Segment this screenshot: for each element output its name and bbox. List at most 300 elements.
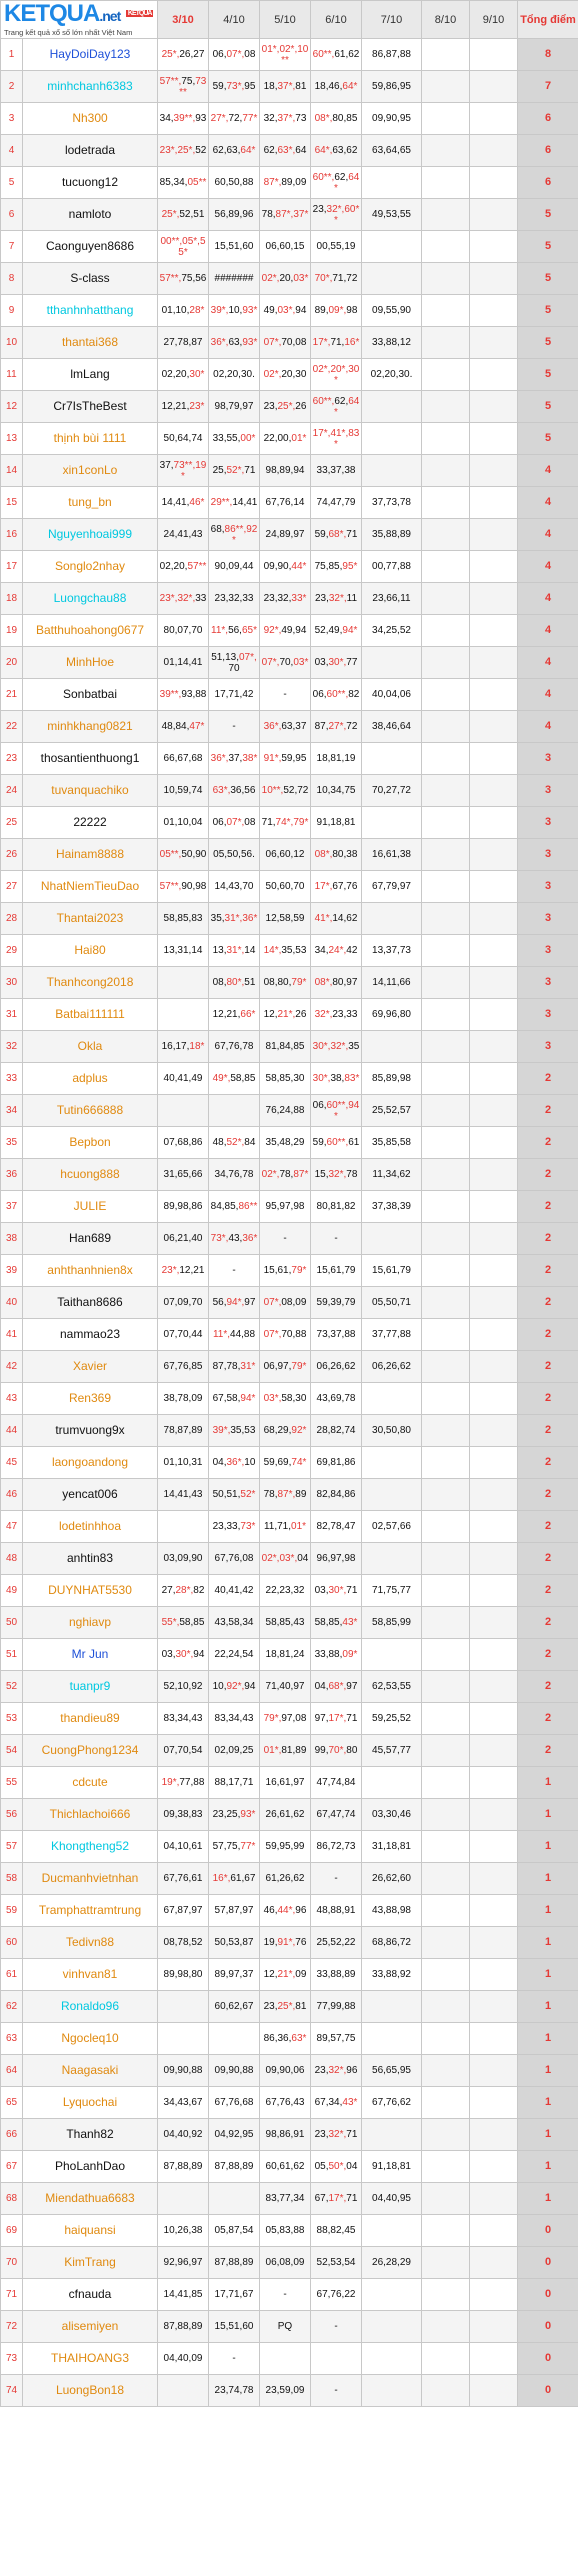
player-name-link[interactable]: anhtin83 [23, 1543, 158, 1575]
prediction-cell: 98,79,97 [209, 391, 260, 423]
player-name-link[interactable]: Taithan8686 [23, 1287, 158, 1319]
prediction-cell: 60**,61,62 [311, 39, 362, 71]
table-row [1, 1959, 578, 1991]
prediction-cell: 35,85,58 [362, 1127, 422, 1159]
player-name-link[interactable]: tthanhnhatthang [23, 295, 158, 327]
prediction-cell: 34,43,67 [158, 2087, 209, 2119]
prediction-cell [470, 1223, 518, 1255]
prediction-cell [470, 2087, 518, 2119]
player-name-link[interactable]: Ren369 [23, 1383, 158, 1415]
player-name-link[interactable]: NhatNiemTieuDao [23, 871, 158, 903]
prediction-cell: 77,99,88 [311, 1991, 362, 2023]
player-name-link[interactable]: Tedivn88 [23, 1927, 158, 1959]
total-score: 2 [518, 1223, 578, 1255]
prediction-cell: 34,24*,42 [311, 935, 362, 967]
prediction-cell: 01,10,04 [158, 807, 209, 839]
total-score: 3 [518, 743, 578, 775]
player-name-link[interactable]: Tutin666888 [23, 1095, 158, 1127]
total-score: 2 [518, 1415, 578, 1447]
total-score: 2 [518, 1703, 578, 1735]
player-name-link[interactable]: Cr7IsTheBest [23, 391, 158, 423]
prediction-cell: 56,65,95 [362, 2055, 422, 2087]
player-name-link[interactable]: minhkhang0821 [23, 711, 158, 743]
prediction-cell: - [209, 1255, 260, 1287]
table-header-row [1, 1, 578, 39]
player-name-link[interactable]: Mr Jun [23, 1639, 158, 1671]
player-name-link[interactable]: trumvuong9x [23, 1415, 158, 1447]
total-score: 5 [518, 391, 578, 423]
prediction-cell: 02*,20,30 [260, 359, 311, 391]
table-row [1, 1863, 578, 1895]
player-name-link[interactable]: cfnauda [23, 2279, 158, 2311]
prediction-cell [362, 1223, 422, 1255]
player-name-link[interactable]: hcuong888 [23, 1159, 158, 1191]
prediction-cell: 75,85,95* [311, 551, 362, 583]
prediction-cell: 02*,03*,04 [260, 1543, 311, 1575]
row-rank: 61 [1, 1959, 23, 1991]
prediction-cell: 01,14,41 [158, 647, 209, 679]
prediction-cell [362, 2279, 422, 2311]
prediction-cell [422, 231, 470, 263]
prediction-cell [470, 743, 518, 775]
row-rank: 27 [1, 871, 23, 903]
prediction-cell [470, 455, 518, 487]
player-name-link[interactable]: CuongPhong1234 [23, 1735, 158, 1767]
prediction-cell [422, 519, 470, 551]
col-header-date: 7/10 [362, 1, 422, 39]
total-score: 3 [518, 839, 578, 871]
prediction-cell [422, 1863, 470, 1895]
prediction-cell [422, 1703, 470, 1735]
player-name-link[interactable]: KimTrang [23, 2247, 158, 2279]
total-score: 4 [518, 647, 578, 679]
total-score: 2 [518, 1255, 578, 1287]
prediction-cell [470, 871, 518, 903]
player-name-link[interactable]: tuvanquachiko [23, 775, 158, 807]
prediction-cell: 33,88,12 [362, 327, 422, 359]
prediction-cell: 04,40,92 [158, 2119, 209, 2151]
prediction-cell: 06,26,62 [311, 1351, 362, 1383]
prediction-cell: - [260, 2279, 311, 2311]
player-name-link[interactable]: Nguyenhoai999 [23, 519, 158, 551]
player-name-link[interactable]: Hainam8888 [23, 839, 158, 871]
prediction-cell: 28,82,74 [311, 1415, 362, 1447]
player-name-link[interactable]: Batbai111111 [23, 999, 158, 1031]
row-rank: 6 [1, 199, 23, 231]
prediction-cell: 87,27*,72 [311, 711, 362, 743]
row-rank: 56 [1, 1799, 23, 1831]
player-name-link[interactable]: vinhvan81 [23, 1959, 158, 1991]
prediction-cell: 79*,97,08 [260, 1703, 311, 1735]
player-name-link[interactable]: nghiavp [23, 1607, 158, 1639]
row-rank: 29 [1, 935, 23, 967]
row-rank: 58 [1, 1863, 23, 1895]
prediction-cell: 60,61,62 [260, 2151, 311, 2183]
table-row [1, 1543, 578, 1575]
row-rank: 36 [1, 1159, 23, 1191]
player-name-link[interactable]: JULIE [23, 1191, 158, 1223]
player-name-link[interactable]: PhoLanhDao [23, 2151, 158, 2183]
table-row [1, 295, 578, 327]
player-name-link[interactable]: tucuong12 [23, 167, 158, 199]
prediction-cell: 60**,62,64* [311, 167, 362, 199]
prediction-cell: 82,84,86 [311, 1479, 362, 1511]
prediction-cell: 35,48,29 [260, 1127, 311, 1159]
table-row [1, 231, 578, 263]
prediction-cell: 67,76,14 [260, 487, 311, 519]
prediction-cell [422, 1543, 470, 1575]
player-name-link[interactable]: DUYNHAT5530 [23, 1575, 158, 1607]
table-row [1, 1767, 578, 1799]
prediction-cell [311, 2343, 362, 2375]
prediction-cell: 15,61,79 [311, 1255, 362, 1287]
prediction-cell: 05**,50,90 [158, 839, 209, 871]
row-rank: 55 [1, 1767, 23, 1799]
row-rank: 11 [1, 359, 23, 391]
player-name-link[interactable]: thịnh bùi 1111 [23, 423, 158, 455]
prediction-cell: 12,21,66* [209, 999, 260, 1031]
player-name-link[interactable]: 22222 [23, 807, 158, 839]
prediction-cell [470, 167, 518, 199]
prediction-cell: 02,09,25 [209, 1735, 260, 1767]
row-rank: 70 [1, 2247, 23, 2279]
prediction-cell: 23*,32*,33 [158, 583, 209, 615]
prediction-cell: 58,85,43* [311, 1607, 362, 1639]
prediction-cell: 34,25,52 [362, 615, 422, 647]
table-row [1, 871, 578, 903]
player-name-link[interactable]: Thantai2023 [23, 903, 158, 935]
prediction-cell: 83,34,43 [158, 1703, 209, 1735]
row-rank: 7 [1, 231, 23, 263]
prediction-cell [422, 39, 470, 71]
prediction-cell: 67,76,68 [209, 2087, 260, 2119]
player-name-link[interactable]: cdcute [23, 1767, 158, 1799]
table-row [1, 711, 578, 743]
row-rank: 73 [1, 2343, 23, 2375]
prediction-cell: 27,78,87 [158, 327, 209, 359]
player-name-link[interactable]: namloto [23, 199, 158, 231]
prediction-cell [422, 1735, 470, 1767]
prediction-cell: 87,88,89 [209, 2151, 260, 2183]
row-rank: 42 [1, 1351, 23, 1383]
prediction-cell: 14,41,43 [158, 1479, 209, 1511]
table-row [1, 1703, 578, 1735]
player-name-link[interactable]: LuongBon18 [23, 2375, 158, 2407]
prediction-cell [470, 967, 518, 999]
player-name-link[interactable]: THAIHOANG3 [23, 2343, 158, 2375]
player-name-link[interactable]: Han689 [23, 1223, 158, 1255]
player-name-link[interactable]: lmLang [23, 359, 158, 391]
prediction-cell: 02*,20,03* [260, 263, 311, 295]
player-name-link[interactable]: lodetinhhoa [23, 1511, 158, 1543]
table-row [1, 2183, 578, 2215]
prediction-cell: 89,97,37 [209, 1959, 260, 1991]
prediction-cell [362, 455, 422, 487]
prediction-cell: 18,46,64* [311, 71, 362, 103]
player-name-link[interactable]: Thanhcong2018 [23, 967, 158, 999]
row-rank: 34 [1, 1095, 23, 1127]
table-row [1, 935, 578, 967]
row-rank: 17 [1, 551, 23, 583]
prediction-cell [470, 1927, 518, 1959]
prediction-cell [422, 327, 470, 359]
prediction-cell: 59,60**,61 [311, 1127, 362, 1159]
player-name-link[interactable]: yencat006 [23, 1479, 158, 1511]
prediction-cell: 00,55,19 [311, 231, 362, 263]
player-name-link[interactable]: Caonguyen8686 [23, 231, 158, 263]
total-score: 4 [518, 487, 578, 519]
prediction-cell: 09,90,88 [158, 2055, 209, 2087]
prediction-cell: 58,85,99 [362, 1607, 422, 1639]
player-name-link[interactable]: Ronaldo96 [23, 1991, 158, 2023]
row-rank: 5 [1, 167, 23, 199]
player-name-link[interactable]: anhthanhnien8x [23, 1255, 158, 1287]
prediction-cell: 03,30,46 [362, 1799, 422, 1831]
total-score: 2 [518, 1511, 578, 1543]
player-name-link[interactable]: tuanpr9 [23, 1671, 158, 1703]
player-name-link[interactable]: lodetrada [23, 135, 158, 167]
player-name-link[interactable]: Sonbatbai [23, 679, 158, 711]
row-rank: 59 [1, 1895, 23, 1927]
prediction-cell [422, 167, 470, 199]
table-row [1, 615, 578, 647]
player-name-link[interactable]: S-class [23, 263, 158, 295]
player-name-link[interactable]: Batthuhoahong0677 [23, 615, 158, 647]
player-name-link[interactable]: laongoandong [23, 1447, 158, 1479]
player-name-link[interactable]: nammao23 [23, 1319, 158, 1351]
prediction-cell: 02,20,30. [209, 359, 260, 391]
player-name-link[interactable]: Miendathua6683 [23, 2183, 158, 2215]
prediction-cell: 67,76,43 [260, 2087, 311, 2119]
row-rank: 39 [1, 1255, 23, 1287]
prediction-cell [470, 1287, 518, 1319]
total-score: 1 [518, 2151, 578, 2183]
player-name-link[interactable]: minhchanh6383 [23, 71, 158, 103]
player-name-link[interactable]: Khongtheng52 [23, 1831, 158, 1863]
prediction-cell [470, 2023, 518, 2055]
player-name-link[interactable]: HayDoiDay123 [23, 39, 158, 71]
table-row [1, 1447, 578, 1479]
prediction-cell [470, 2247, 518, 2279]
total-score: 3 [518, 1031, 578, 1063]
prediction-cell: 15,51,60 [209, 2311, 260, 2343]
table-row [1, 967, 578, 999]
prediction-cell: 23*,25*,52 [158, 135, 209, 167]
total-score: 3 [518, 775, 578, 807]
prediction-cell: 14,41,46* [158, 487, 209, 519]
table-row [1, 1607, 578, 1639]
site-logo[interactable] [1, 1, 158, 39]
prediction-cell: 00,77,88 [362, 551, 422, 583]
row-rank: 25 [1, 807, 23, 839]
prediction-cell: 90,09,44 [209, 551, 260, 583]
prediction-cell: 71,74*,79* [260, 807, 311, 839]
prediction-cell: 67,87,97 [158, 1895, 209, 1927]
prediction-cell: 57,87,97 [209, 1895, 260, 1927]
prediction-cell: 36*,63,37 [260, 711, 311, 743]
prediction-cell: 73*,43,36* [209, 1223, 260, 1255]
player-name-link[interactable]: Naagasaki [23, 2055, 158, 2087]
total-score: 1 [518, 2183, 578, 2215]
prediction-cell [362, 1031, 422, 1063]
prediction-cell: 13,31,14 [158, 935, 209, 967]
prediction-cell [470, 1383, 518, 1415]
player-name-link[interactable]: Nh300 [23, 103, 158, 135]
prediction-cell [470, 2055, 518, 2087]
player-name-link[interactable]: xin1conLo [23, 455, 158, 487]
prediction-cell [470, 71, 518, 103]
player-name-link[interactable]: Lyquochai [23, 2087, 158, 2119]
table-row [1, 583, 578, 615]
prediction-cell: 30*,32*,35 [311, 1031, 362, 1063]
prediction-cell [422, 1831, 470, 1863]
table-row [1, 2247, 578, 2279]
prediction-cell: 12,21*,26 [260, 999, 311, 1031]
player-name-link[interactable]: Songlo2nhay [23, 551, 158, 583]
player-name-link[interactable]: haiquansi [23, 2215, 158, 2247]
prediction-cell: 23,66,11 [362, 583, 422, 615]
prediction-cell: 15,32*,78 [311, 1159, 362, 1191]
table-row [1, 1095, 578, 1127]
total-score: 1 [518, 1863, 578, 1895]
total-score: 1 [518, 2087, 578, 2119]
prediction-cell [422, 583, 470, 615]
total-score: 4 [518, 583, 578, 615]
prediction-cell: 59,73*,95 [209, 71, 260, 103]
table-row [1, 199, 578, 231]
prediction-cell: 33,37,38 [311, 455, 362, 487]
table-row [1, 679, 578, 711]
player-name-link[interactable]: Luongchau88 [23, 583, 158, 615]
prediction-cell [422, 2247, 470, 2279]
prediction-cell [260, 2343, 311, 2375]
player-name-link[interactable]: Xavier [23, 1351, 158, 1383]
prediction-cell [470, 1991, 518, 2023]
player-name-link[interactable]: thantai368 [23, 327, 158, 359]
prediction-cell [422, 1447, 470, 1479]
player-name-link[interactable]: thandieu89 [23, 1703, 158, 1735]
prediction-cell: 48,84,47* [158, 711, 209, 743]
prediction-cell [422, 1031, 470, 1063]
row-rank: 74 [1, 2375, 23, 2407]
player-name-link[interactable]: Thichlachoi666 [23, 1799, 158, 1831]
prediction-cell: 11,34,62 [362, 1159, 422, 1191]
player-name-link[interactable]: Ngocleq10 [23, 2023, 158, 2055]
row-rank: 23 [1, 743, 23, 775]
prediction-cell [422, 359, 470, 391]
prediction-cell: 04,68*,97 [311, 1671, 362, 1703]
total-score: 5 [518, 199, 578, 231]
prediction-cell [422, 1095, 470, 1127]
prediction-cell: 23,32*,60** [311, 199, 362, 231]
prediction-cell [422, 999, 470, 1031]
prediction-cell [470, 711, 518, 743]
player-name-link[interactable]: MinhHoe [23, 647, 158, 679]
prediction-cell: 60**,62,64* [311, 391, 362, 423]
player-name-link[interactable]: thosantienthuong1 [23, 743, 158, 775]
prediction-cell: - [209, 711, 260, 743]
prediction-cell: 88,17,71 [209, 1767, 260, 1799]
row-rank: 44 [1, 1415, 23, 1447]
row-rank: 62 [1, 1991, 23, 2023]
player-name-link[interactable]: Bepbon [23, 1127, 158, 1159]
player-name-link[interactable]: adplus [23, 1063, 158, 1095]
prediction-cell [470, 2311, 518, 2343]
prediction-cell: 68,86**,92* [209, 519, 260, 551]
total-score: 2 [518, 1159, 578, 1191]
prediction-cell: 09,38,83 [158, 1799, 209, 1831]
prediction-cell: 49,53,55 [362, 199, 422, 231]
total-score: 0 [518, 2279, 578, 2311]
prediction-cell: 17,71,67 [209, 2279, 260, 2311]
prediction-cell [470, 199, 518, 231]
total-score: 3 [518, 999, 578, 1031]
prediction-cell: 10**,52,72 [260, 775, 311, 807]
prediction-cell: 32,37*,73 [260, 103, 311, 135]
table-row [1, 487, 578, 519]
player-name-link[interactable]: tung_bn [23, 487, 158, 519]
prediction-cell: 71,75,77 [362, 1575, 422, 1607]
prediction-cell: 35,31*,36* [209, 903, 260, 935]
prediction-cell: 71,40,97 [260, 1671, 311, 1703]
player-name-link[interactable]: Tramphattramtrung [23, 1895, 158, 1927]
prediction-cell: 23,25*,81 [260, 1991, 311, 2023]
prediction-cell [422, 679, 470, 711]
total-score: 2 [518, 1479, 578, 1511]
table-row [1, 39, 578, 71]
prediction-cell: 59,68*,71 [311, 519, 362, 551]
player-name-link[interactable]: alisemiyen [23, 2311, 158, 2343]
prediction-cell: 48,52*,84 [209, 1127, 260, 1159]
total-score: 4 [518, 615, 578, 647]
prediction-cell [422, 615, 470, 647]
prediction-cell: 56,89,96 [209, 199, 260, 231]
prediction-cell: 25,52,57 [362, 1095, 422, 1127]
prediction-cell [362, 423, 422, 455]
player-name-link[interactable]: Hai80 [23, 935, 158, 967]
table-row [1, 1127, 578, 1159]
row-rank: 67 [1, 2151, 23, 2183]
player-name-link[interactable]: Okla [23, 1031, 158, 1063]
total-score: 2 [518, 1351, 578, 1383]
prediction-cell [422, 743, 470, 775]
player-name-link[interactable]: Thanh82 [23, 2119, 158, 2151]
row-rank: 26 [1, 839, 23, 871]
prediction-cell [422, 967, 470, 999]
row-rank: 13 [1, 423, 23, 455]
player-name-link[interactable]: Ducmanhvietnhan [23, 1863, 158, 1895]
table-row [1, 2151, 578, 2183]
table-row [1, 1159, 578, 1191]
table-row [1, 1927, 578, 1959]
prediction-cell: 83,34,43 [209, 1703, 260, 1735]
prediction-cell: 62,63*,64 [260, 135, 311, 167]
table-row [1, 2375, 578, 2407]
prediction-cell [158, 2023, 209, 2055]
prediction-cell: 22,24,54 [209, 1639, 260, 1671]
prediction-cell [470, 1767, 518, 1799]
prediction-cell [362, 1479, 422, 1511]
prediction-cell: 09,90,06 [260, 2055, 311, 2087]
prediction-cell: 06,26,62 [362, 1351, 422, 1383]
prediction-cell: 92,96,97 [158, 2247, 209, 2279]
prediction-cell: 22,23,32 [260, 1575, 311, 1607]
prediction-cell [470, 487, 518, 519]
prediction-cell: 04,40,95 [362, 2183, 422, 2215]
logo-text: KETQUA [4, 0, 100, 27]
prediction-cell [422, 423, 470, 455]
table-row [1, 2023, 578, 2055]
